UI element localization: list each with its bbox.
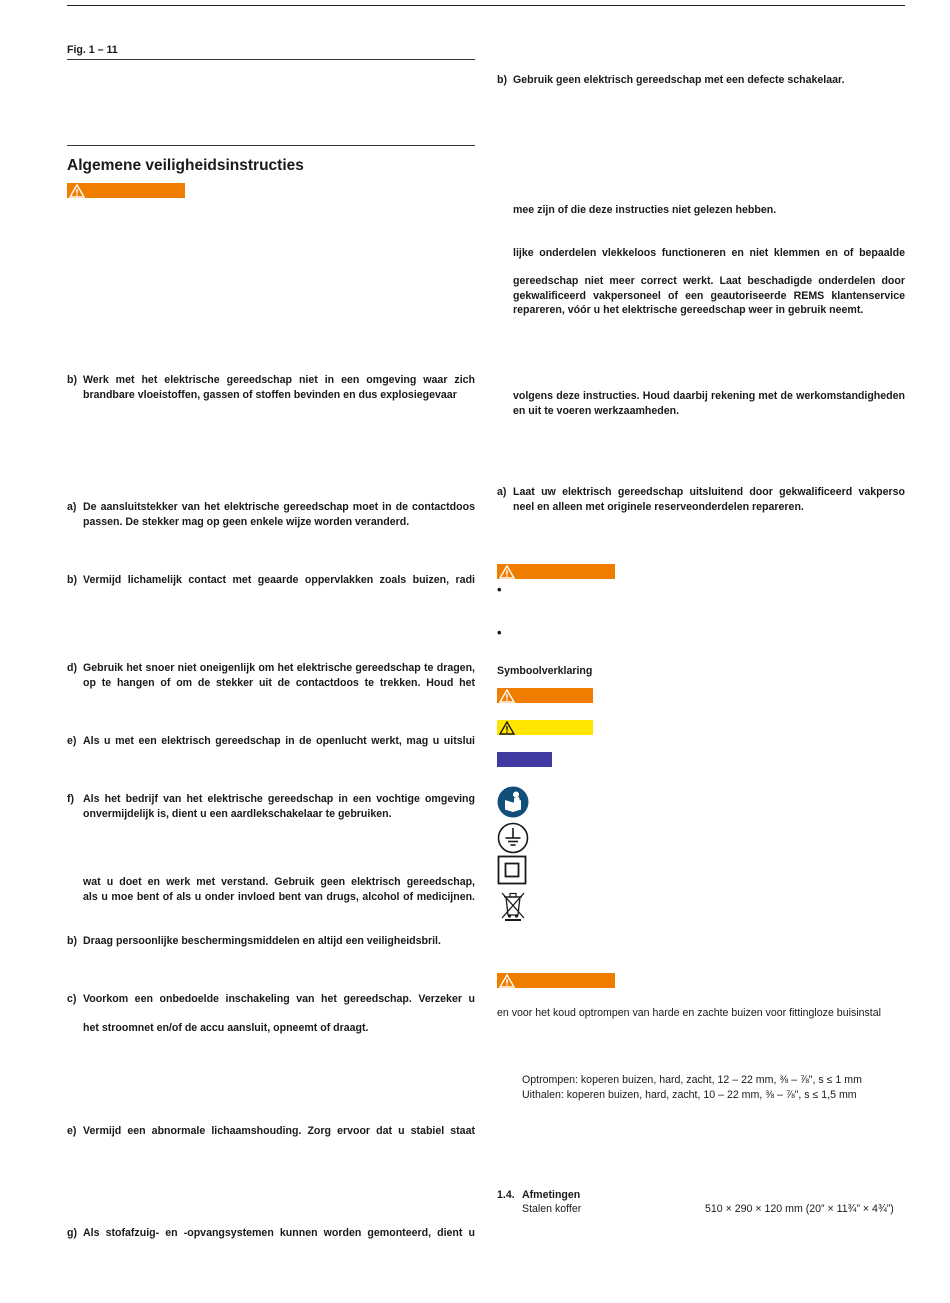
spec-line: Uithalen: koperen buizen, hard, zacht, 10 – 22 mm, ⅜ – ⅞", s ≤ 1,5 mm: [522, 1089, 857, 1101]
usage-description: en voor het koud optrompen van harde en zachte buizen voor fittingloze buisinstal: [497, 1007, 881, 1019]
instruction-item: a) De aansluitstekker van het elektrische gereedschap moet in de contactdoos passen. De stekker mag op geen enkele wijze worden veranderd.: [67, 501, 475, 528]
instruction-item: f) Als het bedrijf van het elektrische gereedschap in een vochtige omgeving onvermijdelijk is, dient u een aardlekschakelaar te gebruiken.: [67, 793, 475, 820]
instruction-item: b) Vermijd lichamelijk contact met geaarde oppervlakken zoals buizen, radi: [67, 574, 475, 586]
figure-label: Fig. 1 – 11: [67, 44, 118, 56]
section-rule: [67, 145, 475, 146]
instruction-item: g) Als stofafzuig- en -opvangsystemen kunnen worden gemonteerd, dient u: [67, 1227, 475, 1239]
instruction-item: b) Draag persoonlijke beschermingsmiddelen en altijd een veiligheidsbril.: [67, 935, 441, 947]
dimensions-heading: Afmetingen: [522, 1189, 581, 1201]
instruction-item: e) Vermijd een abnormale lichaamshouding. Zorg ervoor dat u stabiel staat: [67, 1125, 475, 1137]
bullet-point: •: [497, 582, 502, 597]
instruction-item: lijke onderdelen vlekkeloos functioneren en niet klemmen en of bepaalde: [513, 247, 905, 259]
instruction-item: mee zijn of die deze instructies niet gelezen hebben.: [513, 204, 777, 216]
instruction-item: b) Werk met het elektrische gereedschap niet in een omgeving waar zich brandbare vloeistoffen, gassen of stoffen bevinden en dus explosiegevaar: [67, 374, 475, 401]
instruction-item: c) Voorkom een onbedoelde inschakeling van het gereedschap. Verzeker u: [67, 993, 475, 1005]
warning-banner: [497, 564, 615, 579]
warning-triangle-icon: [499, 565, 515, 579]
instruction-item: d) Gebruik het snoer niet oneigenlijk om het elektrische gereedschap te dragen, op te hangen of om de stekker uit de contactdoos te trekken. Houd het: [67, 662, 475, 689]
spec-line: Optrompen: koperen buizen, hard, zacht, 12 – 22 mm, ⅜ – ⅞", s ≤ 1 mm: [522, 1074, 862, 1086]
warning-triangle-icon: [499, 974, 515, 988]
instruction-item: volgens deze instructies. Houd daarbij rekening met de werkomstandigheden en uit te voeren werkzaamheden.: [513, 390, 905, 417]
instruction-item: b) Gebruik geen elektrisch gereedschap met een defecte schakelaar.: [497, 74, 845, 86]
weee-bin-icon: [497, 889, 529, 921]
warning-banner: [497, 973, 615, 988]
protection-class-2-icon: [497, 855, 529, 887]
caution-signal-bar: [497, 720, 593, 735]
section-number: 1.4.: [497, 1189, 515, 1201]
warning-banner: [67, 183, 185, 198]
instruction-item: wat u doet en werk met verstand. Gebruik geen elektrisch gereedschap, als u moe bent of als u onder invloed bent van drugs, alcohol of medicijnen.: [83, 876, 475, 903]
instruction-item: gereedschap niet meer correct werkt. Laat beschadigde onderdelen door gekwalificeerd vakpersoneel of een geautoriseerde REMS klantenservice repareren, vóór u het elektrische gereedschap weer in gebruik neemt.: [513, 275, 905, 316]
instruction-item: a) Laat uw elektrisch gereedschap uitsluitend door gekwalificeerd vakperso neel en alleen met originele reserveonderdelen repareren.: [497, 486, 905, 513]
instruction-item: het stroomnet en/of de accu aansluit, opneemt of draagt.: [83, 1022, 369, 1034]
warning-triangle-icon: [499, 689, 515, 703]
dimensions-value: 510 × 290 × 120 mm (20” × 11¾” × 4¾”): [705, 1203, 894, 1215]
warning-triangle-icon: [69, 184, 85, 198]
caution-triangle-icon: [499, 721, 515, 735]
page-top-rule: [67, 5, 905, 6]
symbol-section-title: Symboolverklaring: [497, 665, 593, 677]
bullet-point: •: [497, 625, 502, 640]
notice-signal-bar: [497, 752, 552, 767]
protective-earth-icon: [497, 822, 529, 854]
read-manual-icon: [497, 786, 529, 818]
section-title: Algemene veiligheidsinstructies: [67, 157, 304, 174]
instruction-item: e) Als u met een elektrisch gereedschap in de openlucht werkt, mag u uitslui: [67, 735, 475, 747]
figure-rule: [67, 59, 475, 60]
dimensions-item: Stalen koffer: [522, 1203, 582, 1215]
warning-signal-bar: [497, 688, 593, 703]
